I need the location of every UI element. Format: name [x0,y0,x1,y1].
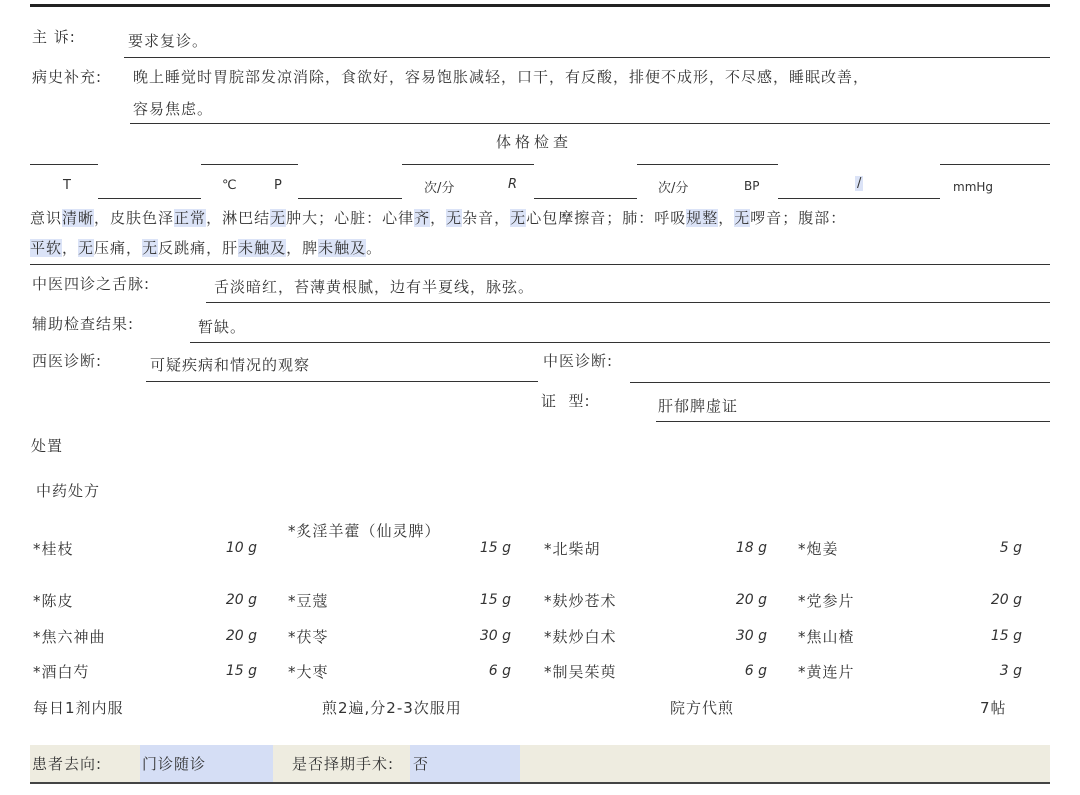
top-border [30,4,1050,7]
p-label: P [274,178,282,193]
exam-findings-line1 [30,207,846,228]
herb-dose: 30 g [479,628,511,644]
exam-line-a [30,164,98,165]
r-field[interactable] [534,198,637,199]
herb-name: *麸炒白术 [544,628,617,646]
finding-text: ，淋巴结 [206,209,271,227]
finding-text: 意识 [30,209,63,227]
syndrome-label: 证 型: [541,392,591,410]
bp-separator: / [857,176,862,191]
complaint-underline [124,57,1050,58]
herb-name: *酒白芍 [33,663,90,681]
herb-dose: 30 g [735,628,767,644]
finding-value[interactable]: 齐 [414,209,431,227]
herb-name: *陈皮 [33,592,74,610]
history-underline [130,123,1050,124]
exam-underline [30,264,1050,265]
herb-dose: 15 g [479,592,511,608]
finding-text: 心包摩擦音；肺：呼吸 [526,209,687,227]
herb-name: *豆蔻 [288,592,329,610]
tcm-diagnosis-underline [630,382,1050,383]
herb-name: *黄连片 [798,663,855,681]
western-diagnosis-value: 可疑疾病和情况的观察 [150,356,311,374]
finding-text: ，脾 [286,239,319,257]
finding-text: 肿大；心脏：心律 [286,209,415,227]
herb-name: *大枣 [288,663,329,681]
finding-value[interactable]: 无 [510,209,527,227]
surgery-label: 是否择期手术: [292,755,395,773]
herb-name: *制吴茱萸 [544,663,617,681]
exam-line-b [201,164,298,165]
exam-line-d [637,164,778,165]
t-unit: ℃ [222,178,237,193]
t-label: T [63,178,71,193]
disposal-label: 处置 [31,437,64,455]
r-label: R [508,177,518,192]
exam-title: 体格检查 [496,133,573,151]
herb-name: *北柴胡 [544,540,601,558]
surgery-value: 否 [413,755,430,773]
herb-name: *党参片 [798,592,855,610]
tongue-value: 舌淡暗红，苔薄黄根腻，边有半夏线，脉弦。 [214,278,535,296]
herb-dose: 6 g [744,663,767,679]
finding-text: 啰音；腹部： [750,209,847,227]
finding-value[interactable]: 平软 [30,239,63,257]
finding-text: ， [430,209,447,227]
herb-dose: 20 g [735,592,767,608]
method-text: 院方代煎 [670,699,735,717]
tcm-diagnosis-label: 中医诊断: [543,352,614,370]
herb-dose: 15 g [225,663,257,679]
finding-value[interactable]: 无 [446,209,463,227]
herb-dose: 20 g [225,592,257,608]
aux-underline [190,342,1050,343]
finding-value[interactable]: 正常 [174,209,207,227]
tongue-label: 中医四诊之舌脉: [32,275,151,293]
syndrome-underline [656,421,1050,422]
decoction-text: 煎2遍,分2-3次服用 [322,699,462,717]
disposition-value: 门诊随诊 [142,755,207,773]
herb-dose: 20 g [990,592,1022,608]
finding-text: ， [718,209,735,227]
finding-text: ，皮肤色泽 [94,209,175,227]
p-field[interactable] [298,198,402,199]
finding-value[interactable]: 无 [270,209,287,227]
herb-dose: 5 g [999,540,1022,556]
finding-text: 压痛， [94,239,143,257]
complaint-label: 主 诉: [32,28,76,46]
history-line1: 晚上睡觉时胃脘部发凉消除，食欲好，容易饱胀减轻，口干，有反酸，排便不成形，不尽感，睡眠改善， [133,68,870,86]
t-field[interactable] [98,198,201,199]
history-line2: 容易焦虑。 [133,100,214,118]
exam-line-e [940,164,1050,165]
bp-label: BP [744,179,760,193]
count-text: 7帖 [980,699,1007,717]
finding-value[interactable]: 清晰 [62,209,95,227]
finding-text: 杂音， [462,209,511,227]
finding-value[interactable]: 未触及 [318,239,367,257]
herb-dose: 18 g [735,540,767,556]
herb-dose: 10 g [225,540,257,556]
western-diagnosis-label: 西医诊断: [32,352,103,370]
disposition-label: 患者去向: [32,755,103,773]
finding-text: 反跳痛，肝 [158,239,239,257]
herb-name: *炮姜 [798,540,839,558]
disposition-bar [30,745,1050,784]
herb-name: *茯苓 [288,628,329,646]
herb-name: *麸炒苍术 [544,592,617,610]
finding-text: ， [62,239,79,257]
herb-dose: 15 g [990,628,1022,644]
complaint-value: 要求复诊。 [128,32,209,50]
syndrome-value: 肝郁脾虚证 [658,397,739,415]
finding-value[interactable]: 规整 [686,209,719,227]
bp-unit: mmHg [953,180,994,194]
r-unit: 次/分 [658,181,689,196]
finding-value[interactable]: 无 [734,209,751,227]
tongue-underline [206,302,1050,303]
prescription-title: 中药处方 [36,482,101,500]
herb-dose: 6 g [488,663,511,679]
finding-value[interactable]: 无 [142,239,159,257]
herb-dose: 20 g [225,628,257,644]
exam-findings-line2 [30,237,382,258]
herb-name: *炙淫羊藿（仙灵脾） [288,522,441,540]
finding-text: 。 [366,239,383,257]
herb-dose: 15 g [479,540,511,556]
herb-name: *焦山楂 [798,628,855,646]
herb-dose: 3 g [999,663,1022,679]
herb-name: *焦六神曲 [33,628,106,646]
history-label: 病史补充: [32,68,103,86]
p-unit: 次/分 [424,181,455,196]
herb-name: *桂枝 [33,540,74,558]
aux-value: 暂缺。 [198,318,247,336]
exam-line-c [402,164,534,165]
finding-value[interactable]: 无 [78,239,95,257]
usage-text: 每日1剂内服 [33,699,124,717]
western-diagnosis-underline [146,381,538,382]
finding-value[interactable]: 未触及 [238,239,287,257]
bp-field[interactable] [778,198,940,199]
aux-label: 辅助检查结果: [32,315,135,333]
